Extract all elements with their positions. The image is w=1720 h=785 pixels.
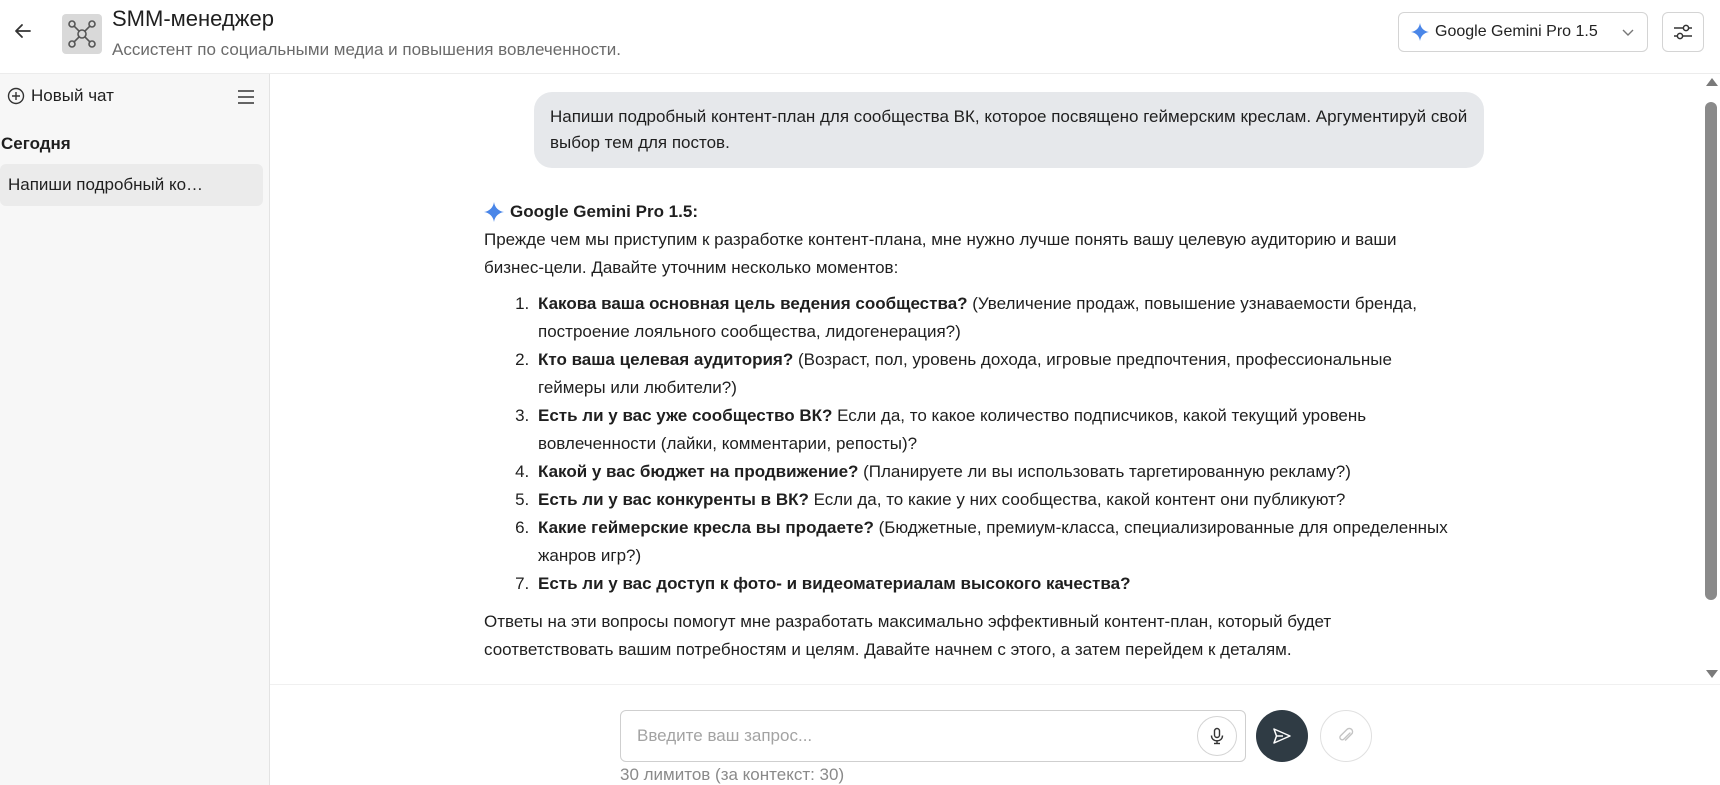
list-item — [534, 570, 1454, 598]
plus-circle-icon — [7, 87, 25, 105]
list-item — [534, 290, 1454, 346]
microphone-icon — [1208, 727, 1226, 745]
model-select[interactable] — [1398, 12, 1648, 52]
send-button[interactable] — [1256, 710, 1308, 762]
app-header — [0, 0, 1720, 74]
chat-area — [270, 74, 1702, 684]
composer — [270, 684, 1720, 785]
question-bold: Какова ваша основная цель ведения сообщества? — [538, 294, 968, 313]
arrow-left-icon — [13, 21, 33, 41]
prompt-input-box — [620, 710, 1246, 762]
list-item — [534, 402, 1454, 458]
assistant-name: Google Gemini Pro 1.5: — [510, 202, 698, 221]
sidebar-menu-button[interactable] — [236, 88, 256, 106]
page-title: SMM-менеджер — [112, 6, 274, 31]
assistant-message — [484, 198, 1454, 664]
gemini-star-icon — [1411, 23, 1429, 41]
network-hub-icon — [66, 18, 98, 50]
scroll-up-arrow[interactable] — [1706, 78, 1718, 86]
question-list — [534, 290, 1454, 598]
chevron-down-icon — [1621, 25, 1635, 44]
sidebar-chat-item[interactable]: Напиши подробный ко… — [0, 164, 263, 206]
list-item — [534, 458, 1454, 486]
question-text: (Увеличение продаж, повышение узнаваемости бренда, построение лояльного сообщества, лидогенерация?) — [538, 294, 1417, 341]
new-chat-label: Новый чат — [31, 86, 114, 105]
question-bold: Какие геймерские кресла вы продаете? — [538, 518, 874, 537]
sidebar — [0, 74, 270, 785]
user-message: Напиши подробный контент-план для сообщества ВК, которое посвящено геймерским креслам. Аргументируй свой выбор тем для постов. — [534, 92, 1484, 168]
back-button[interactable] — [10, 18, 36, 44]
settings-button[interactable] — [1662, 12, 1704, 52]
list-item — [534, 486, 1454, 514]
page-subtitle: Ассистент по социальными медиа и повышения вовлеченности. — [112, 40, 621, 59]
gemini-star-icon — [484, 202, 504, 222]
question-bold: Есть ли у вас доступ к фото- и видеоматериалам высокого качества? — [538, 574, 1131, 593]
assistant-outro: Ответы на эти вопросы помогут мне разработать максимально эффективный контент-план, который будет соответствовать вашим потребностям и целям. Давайте начнем с этого, а затем перейдем к деталям. — [484, 612, 1332, 659]
question-bold: Кто ваша целевая аудитория? — [538, 350, 794, 369]
paperclip-icon — [1336, 726, 1356, 746]
assistant-intro: Прежде чем мы приступим к разработке контент-плана, мне нужно лучше понять вашу целевую аудиторию и ваши бизнес-цели. Давайте уточним несколько моментов: — [484, 230, 1397, 277]
send-icon — [1272, 726, 1292, 746]
app-logo — [62, 14, 102, 54]
limits-counter: 30 лимитов (за контекст: 30) — [620, 765, 845, 784]
chat-scrollbar[interactable] — [1702, 74, 1720, 684]
list-item — [534, 514, 1454, 570]
question-text: Если да, то какое количество подписчиков, какой текущий уровень вовлеченности (лайки, комментарии, репосты)? — [538, 406, 1367, 453]
new-chat-button[interactable] — [7, 86, 114, 106]
list-item — [534, 346, 1454, 402]
hamburger-icon — [236, 88, 256, 106]
question-text: Если да, то какие у них сообщества, какой контент они публикуют? — [808, 490, 1346, 509]
question-bold: Какой у вас бюджет на продвижение? — [538, 462, 859, 481]
assistant-header — [484, 198, 1454, 226]
microphone-button[interactable] — [1197, 716, 1237, 756]
question-bold: Есть ли у вас уже сообщество ВК? — [538, 406, 833, 425]
scroll-down-arrow[interactable] — [1706, 670, 1718, 678]
question-text: (Планируете ли вы использовать таргетированную рекламу?) — [858, 462, 1351, 481]
question-text: (Возраст, пол, уровень дохода, игровые предпочтения, профессиональные геймеры или любители?) — [538, 350, 1392, 397]
sliders-icon — [1672, 21, 1694, 43]
model-select-value: Google Gemini Pro 1.5 — [1435, 23, 1598, 40]
question-text: (Бюджетные, премиум-класса, специализированные для определенных жанров игр?) — [538, 518, 1448, 565]
attach-button[interactable] — [1320, 710, 1372, 762]
prompt-input[interactable] — [637, 726, 1177, 746]
scroll-thumb[interactable] — [1705, 102, 1717, 600]
sidebar-section-today: Сегодня — [1, 134, 71, 153]
question-bold: Есть ли у вас конкуренты в ВК? — [538, 490, 809, 509]
